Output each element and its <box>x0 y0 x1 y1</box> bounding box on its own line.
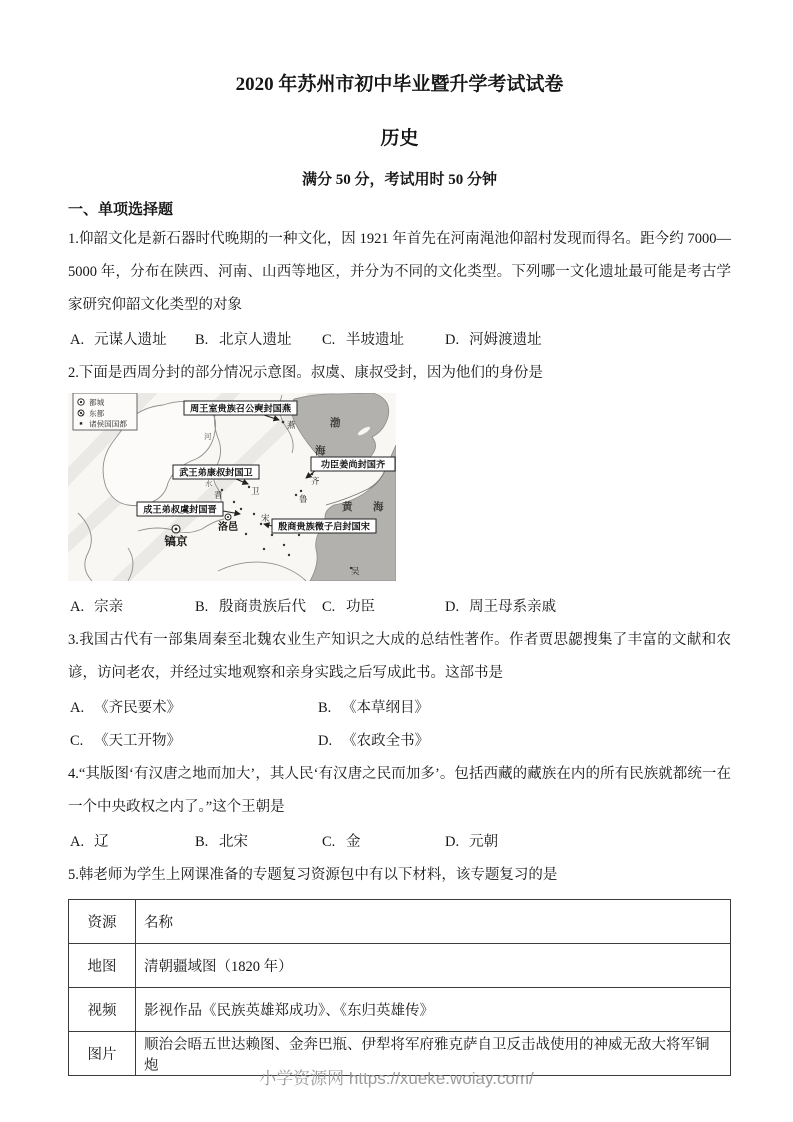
question-1-option-b <box>193 328 320 349</box>
option-text: 《农政全书》 <box>342 733 430 749</box>
question-1-options <box>68 322 731 355</box>
legend-eastern-capital-label: 东都 <box>89 409 105 418</box>
state-song: 宋 <box>261 513 270 523</box>
question-2-option-b <box>193 595 320 616</box>
table-cell-name: 清朝疆域图（1820 年） <box>136 944 731 988</box>
question-5-text: 5.韩老师为学生上网课准备的专题复习资源包中有以下材料，该专题复习的是 <box>68 867 558 883</box>
question-1-option-a <box>68 328 193 349</box>
table-cell-name: 顺治会晤五世达赖图、金奔巴瓶、伊犁将军府雅克萨自卫反击战使用的神威无敌大将军铜炮 <box>136 1032 731 1076</box>
option-letter: D. <box>445 834 460 850</box>
question-2-option-d <box>443 595 731 616</box>
callout-qi <box>311 457 395 471</box>
option-text: 宗亲 <box>94 599 124 615</box>
question-1-option-c <box>320 328 443 349</box>
question-2-options <box>68 589 731 622</box>
table-cell-resource-header: 资源 <box>69 900 136 944</box>
question-4-text: 4.“其版图‘有汉唐之地而加大’，其人民‘有汉唐之民而加多’。包括西藏的藏族在内的所有民族就都统一在一个中央政权之内了。”这个王朝是 <box>68 766 731 815</box>
callout-yan-text: 周王室贵族召公奭封国燕 <box>189 403 292 414</box>
river-he-label: 河 <box>204 432 212 441</box>
callout-jin-text: 成王弟叔虞封国晋 <box>143 504 217 515</box>
option-text: 元朝 <box>469 834 499 850</box>
river-shui-label: 水 <box>205 479 213 488</box>
option-letter: A. <box>70 599 85 615</box>
question-2-text: 2.下面是西周分封的部分情况示意图。叔虞、康叔受封，因为他们的身份是 <box>68 365 543 381</box>
option-text: 北宋 <box>219 834 248 850</box>
option-text: 金 <box>346 834 361 850</box>
callout-yan <box>184 401 297 415</box>
option-letter: A. <box>70 834 85 850</box>
option-letter: A. <box>70 332 85 348</box>
question-1-text: 1.仰韶文化是新石器时代晚期的一种文化，因 1921 年首先在河南渑池仰韶村发现而得名。距今约 7000—5000 年，分布在陕西、河南、山西等地区，并分为不同的文化类型。下列哪一文化遗址最可能是考古学家研究仰韶文化类型的对象 <box>68 231 731 313</box>
question-4-option-b <box>193 830 320 851</box>
option-letter: C. <box>322 599 336 615</box>
option-text: 《本草纲目》 <box>342 700 429 716</box>
page-title: 2020 年苏州市初中毕业暨升学考试试卷 <box>235 74 564 95</box>
subject-title: 历史 <box>380 128 419 149</box>
option-text: 半坡遗址 <box>346 332 404 348</box>
option-text: 《天工开物》 <box>94 733 181 749</box>
state-wei: 卫 <box>251 486 260 496</box>
option-letter: B. <box>195 332 209 348</box>
callout-qi-text: 功臣姜尚封国齐 <box>320 459 386 470</box>
question-3-option-b <box>316 696 731 717</box>
table-row <box>69 900 731 944</box>
section-heading: 一、单项选择题 <box>68 202 174 218</box>
city-luoyi-label: 洛邑 <box>218 522 238 533</box>
map-legend <box>73 393 137 430</box>
option-text: 功臣 <box>346 599 375 615</box>
option-letter: D. <box>318 733 333 749</box>
option-letter: B. <box>195 834 209 850</box>
yellowsea-label-char1: 黄 <box>342 502 353 513</box>
table-cell-resource: 视频 <box>69 988 136 1032</box>
option-letter: C. <box>70 733 84 749</box>
question-3-text: 3.我国古代有一部集周秦至北魏农业生产知识之大成的总结性著作。作者贾思勰搜集了丰富的文献和农谚，访问老农，并经过实地观察和亲身实践之后写成此书。这部书是 <box>68 632 731 681</box>
table-row <box>69 988 731 1032</box>
resource-table <box>68 899 731 1076</box>
site-watermark: 小学资源网 https://xueke.woiay.com/ <box>259 1069 534 1088</box>
option-text: 北京人遗址 <box>219 332 292 348</box>
table-cell-resource: 地图 <box>69 944 136 988</box>
state-yan: 燕 <box>287 420 296 430</box>
option-text: 辽 <box>94 834 109 850</box>
yellowsea-label-char2: 海 <box>373 502 384 513</box>
option-text: 元谋人遗址 <box>94 332 167 348</box>
city-haojing-label: 镐京 <box>164 536 188 548</box>
table-row <box>69 944 731 988</box>
option-text: 河姆渡遗址 <box>469 332 542 348</box>
exam-info: 满分 50 分，考试用时 50 分钟 <box>301 172 497 188</box>
legend-vassal-capital-label: 诸侯国国都 <box>89 419 127 429</box>
table-cell-resource: 图片 <box>69 1032 136 1076</box>
option-letter: D. <box>445 332 460 348</box>
state-lu: 鲁 <box>299 494 308 504</box>
question-3-option-d <box>316 729 731 750</box>
question-1-option-d <box>443 328 731 349</box>
callout-song <box>272 519 376 533</box>
bohai-label-char2: 海 <box>315 446 326 457</box>
callout-song-text: 殷商贵族微子启封国宋 <box>278 521 370 532</box>
option-letter: C. <box>322 834 336 850</box>
option-letter: C. <box>322 332 336 348</box>
callout-jin <box>137 502 223 516</box>
question-4-options <box>68 824 731 857</box>
question-3-options <box>68 690 731 756</box>
option-text: 周王母系亲戚 <box>469 599 557 615</box>
question-2-option-a <box>68 595 193 616</box>
question-2-option-c <box>320 595 443 616</box>
table-cell-name-header: 名称 <box>136 900 731 944</box>
option-letter: B. <box>318 700 332 716</box>
state-wu: 吴 <box>351 566 360 576</box>
callout-wei-text: 武王弟康叔封国卫 <box>179 467 253 478</box>
state-qi: 齐 <box>311 476 320 486</box>
question-4-option-d <box>443 830 731 851</box>
zhou-feudal-map <box>68 393 396 581</box>
question-4-option-a <box>68 830 193 851</box>
question-3-option-c <box>68 729 316 750</box>
option-letter: A. <box>70 700 85 716</box>
option-letter: D. <box>445 599 460 615</box>
legend-capital-label: 都城 <box>89 398 105 407</box>
question-4-option-c <box>320 830 443 851</box>
bohai-label-char1: 渤 <box>330 418 341 429</box>
state-jin: 晋 <box>214 490 223 500</box>
option-text: 殷商贵族后代 <box>219 599 306 615</box>
question-3-option-a <box>68 696 316 717</box>
callout-wei <box>173 465 259 479</box>
table-cell-name: 影视作品《民族英雄郑成功》、《东归英雄传》 <box>136 988 731 1032</box>
option-text: 《齐民要术》 <box>94 700 182 716</box>
option-letter: B. <box>195 599 209 615</box>
